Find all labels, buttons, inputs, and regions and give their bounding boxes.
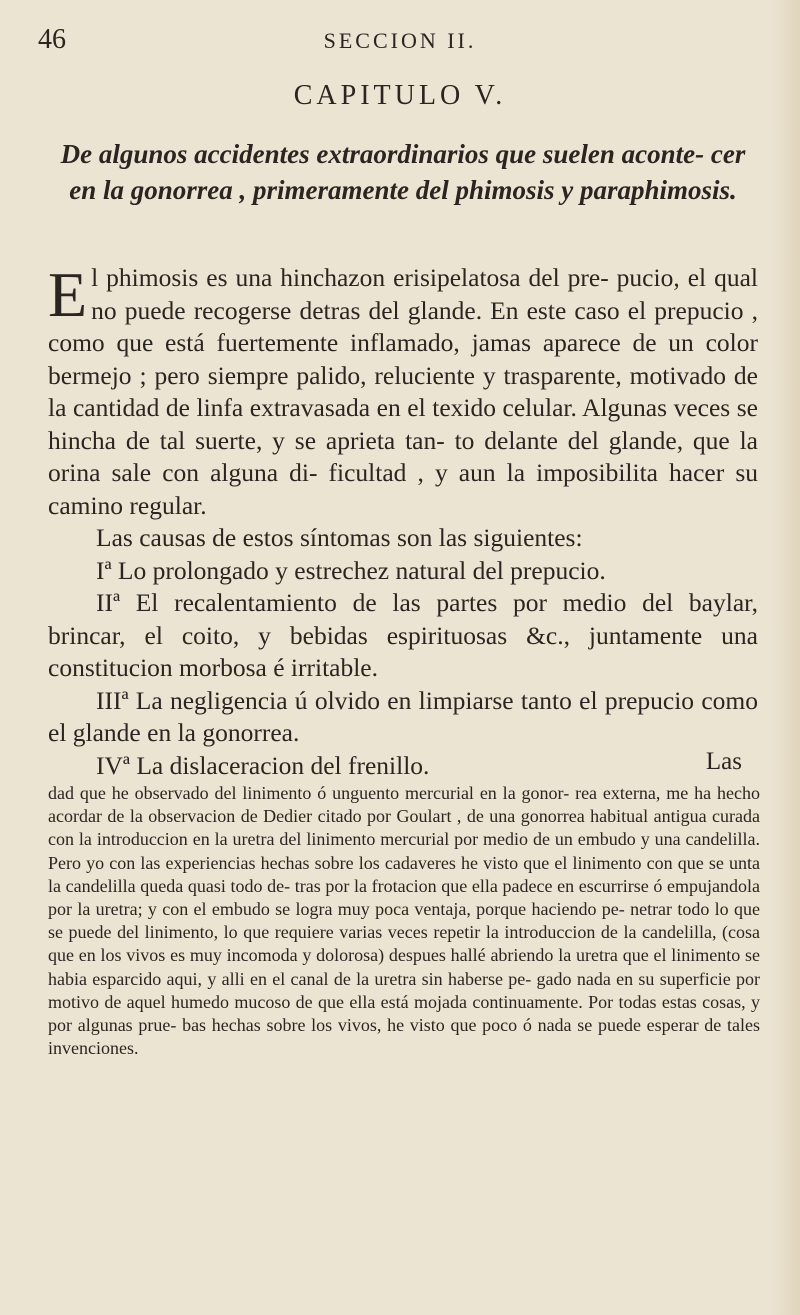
paragraph-1: [48, 259, 758, 522]
chapter-title: CAPITULO V.: [293, 80, 507, 111]
chapter-subtitle: De algunos accidentes extraordinarios que suelen aconte- cer en la gonorrea , primeramente del phimosis y paraphimosis.: [60, 139, 746, 205]
page-header: [0, 22, 800, 62]
drop-cap: E: [48, 259, 88, 330]
list-item-2: IIª El recalentamiento de las partes por medio del baylar, brincar, el coito, y bebidas espirituosas &c., juntamente una constitucion morbosa é irritable.: [48, 588, 758, 682]
list-item-1: Iª Lo prolongado y estrechez natural del prepucio.: [96, 555, 606, 585]
paragraph-2: Las causas de estos síntomas son las siguientes:: [96, 523, 583, 552]
page-edge-shadow: [770, 0, 800, 1315]
catchword: Las: [705, 748, 742, 775]
running-head: SECCION II.: [323, 28, 477, 53]
body-text: [48, 259, 758, 782]
list-item-3: IIIª La negligencia ú olvido en limpiarse tanto el prepucio como el glande en la gonorrea.: [48, 685, 758, 747]
footnote: [48, 782, 760, 1060]
list-item-4: IVª La dislaceracion del frenillo.: [96, 750, 430, 780]
paragraph-1-text: l phimosis es una hinchazon erisipelatosa del pre- pucio, el qual no puede recogerse detras del glande. En este caso el prepucio , como que está fuertemente inflamado, jamas aparece de un color bermejo ; pero siempre palido, reluciente y trasparente, motivado de la cantidad de linfa extravasada en el texido celular. Algunas veces se hincha de tal suerte, y se aprieta tan- to delante del glande, que la orina sale con alguna di- ficultad , y aun la imposibilita hacer su camino regular.: [48, 263, 758, 520]
footnote-text: dad que he observado del linimento ó unguento mercurial en la gonor- rea externa, me ha hecho acordar de la observacion de Dedier citado por Goulart , de una gonorrea habitual antigua curada con la introduccion en la uretra del linimento mercurial por medio de un embudo y una candelilla. Pero yo con las experiencias hechas sobre los cadaveres he visto que el linimento con que se unta la candelilla queda quasi todo de- tras por la frotacion que ella padece en escurrirse ó empujandola por la uretra; y con el embudo se logra muy poca ventaja, porque haciendo pe- netrar todo lo que se puede del linimento, lo que requiere varias veces repetir la introduccion de la candelilla, (cosa que en los vivos es muy incomoda y dolorosa) despues hallé abriendo la uretra que el linimento se habia esparcido aqui, y alli en el canal de la uretra sin haberse pe- gado nada en su superficie por motivo de aquel humedo mucoso de que ella está mojada continuamente. Por todas estas cosas, y por algunas prue- bas hechas sobre los vivos, he visto que poco ó nada se puede esperar de tales invenciones.: [48, 783, 760, 1059]
page-number: 46: [38, 24, 66, 55]
